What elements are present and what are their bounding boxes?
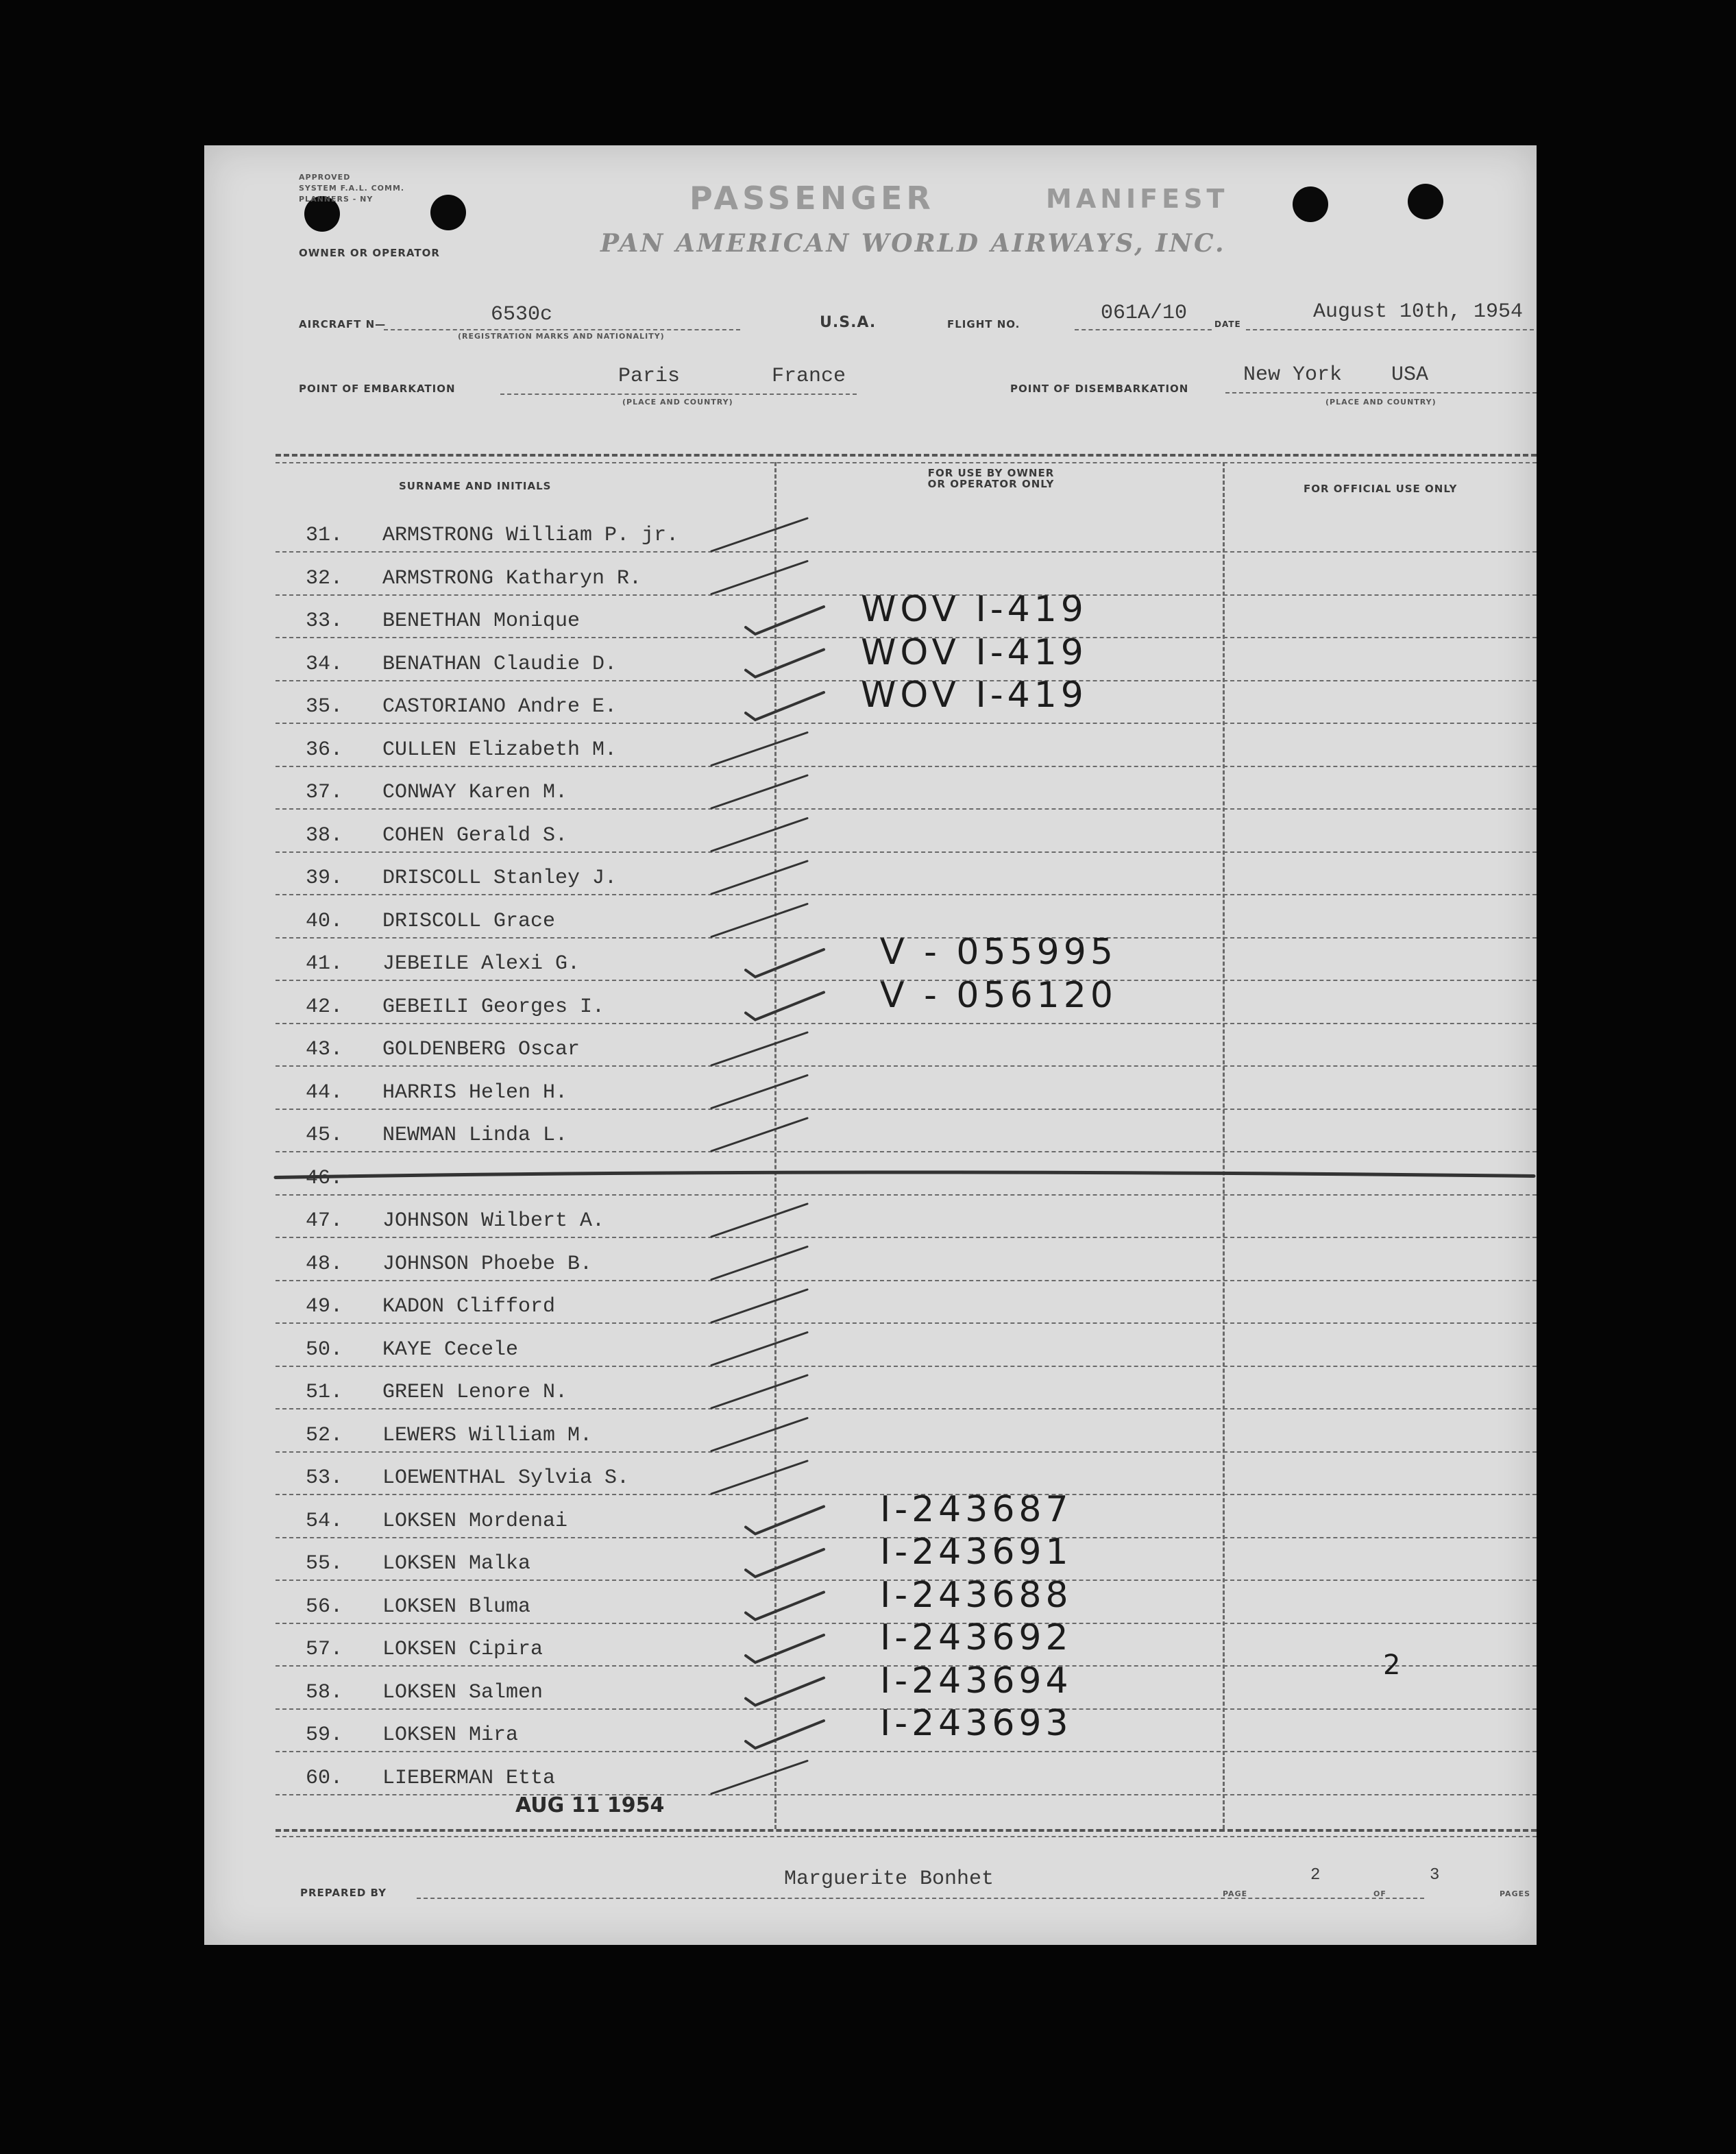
date-label: DATE <box>1214 319 1241 329</box>
passenger-name: GEBEILI Georges I. <box>382 995 605 1019</box>
aircraft-label: AIRCRAFT N— <box>299 318 387 330</box>
row-number: 58. <box>305 1680 343 1704</box>
flight-value: 061A/10 <box>1101 302 1188 325</box>
visa-note: I-243687 <box>880 1488 1073 1530</box>
check-mark <box>746 650 824 677</box>
official-use-header: FOR OFFICIAL USE ONLY <box>1304 483 1458 495</box>
row-number: 53. <box>305 1466 343 1490</box>
row-number: 35. <box>305 695 343 718</box>
manifest-page <box>204 145 1537 1945</box>
check-mark <box>746 1549 824 1577</box>
row-number: 54. <box>305 1509 343 1533</box>
row-number: 44. <box>305 1080 343 1104</box>
visa-note: I-243692 <box>880 1617 1073 1658</box>
strike-line <box>276 1172 1534 1178</box>
visa-note: WOV I-419 <box>861 675 1088 716</box>
slash-mark <box>711 904 807 937</box>
owner-label: OWNER OR OPERATOR <box>299 247 440 259</box>
disembark-caption: (PLACE AND COUNTRY) <box>1325 398 1437 407</box>
passenger-name: LOKSEN Bluma <box>382 1595 531 1619</box>
row-number: 56. <box>305 1595 343 1619</box>
approval-line: PLANNERS - NY <box>299 195 374 204</box>
title-manifest: MANIFEST <box>1046 184 1229 214</box>
row-number: 40. <box>305 909 343 933</box>
row-number: 31. <box>305 524 343 547</box>
row-number: 52. <box>305 1423 343 1447</box>
passenger-name: KADON Clifford <box>382 1295 556 1318</box>
passenger-name: LOEWENTHAL Sylvia S. <box>382 1466 630 1490</box>
pen-marks <box>204 145 1537 1945</box>
registration-caption: (REGISTRATION MARKS AND NATIONALITY) <box>458 332 665 341</box>
slash-mark <box>711 518 807 551</box>
surname-header: SURNAME AND INITIALS <box>399 480 552 492</box>
row-number: 47. <box>305 1209 343 1233</box>
slash-mark <box>711 1032 807 1065</box>
passenger-name: JOHNSON Wilbert A. <box>382 1209 605 1233</box>
check-mark <box>746 949 824 977</box>
row-number: 45. <box>305 1124 343 1147</box>
page-value: 2 <box>1310 1866 1321 1885</box>
passenger-name: ARMSTRONG William P. jr. <box>382 524 679 547</box>
visa-note: WOV I-419 <box>861 589 1088 630</box>
row-number: 32. <box>305 566 343 590</box>
row-number: 51. <box>305 1381 343 1404</box>
disembark-city: New York <box>1243 363 1343 387</box>
slash-mark <box>711 1461 807 1494</box>
passenger-name: BENETHAN Monique <box>382 609 580 633</box>
visa-note: I-243694 <box>880 1660 1073 1702</box>
slash-mark <box>711 1118 807 1151</box>
prepared-value: Marguerite Bonhet <box>784 1867 994 1891</box>
approval-line: APPROVED <box>299 173 351 182</box>
slash-mark <box>711 1247 807 1280</box>
title-passenger: PASSENGER <box>689 180 935 217</box>
official-mark: 2 <box>1383 1649 1405 1681</box>
airline-name: PAN AMERICAN WORLD AIRWAYS, INC. <box>600 229 1226 258</box>
passenger-name: BENATHAN Claudie D. <box>382 652 618 676</box>
place-caption: (PLACE AND COUNTRY) <box>622 398 733 407</box>
disembark-label: POINT OF DISEMBARKATION <box>1010 383 1189 395</box>
passenger-name: NEWMAN Linda L. <box>382 1124 568 1147</box>
passenger-name: LIEBERMAN Etta <box>382 1766 556 1790</box>
row-number: 34. <box>305 652 343 676</box>
check-mark <box>746 1721 824 1748</box>
passenger-name: LOKSEN Mordenai <box>382 1509 568 1533</box>
row-number: 55. <box>305 1552 343 1575</box>
visa-note: V - 056120 <box>880 974 1117 1016</box>
passenger-name: CULLEN Elizabeth M. <box>382 738 618 762</box>
of-label: OF <box>1373 1889 1386 1898</box>
visa-note: I-243688 <box>880 1574 1073 1616</box>
prepared-label: PREPARED BY <box>300 1887 387 1899</box>
row-number: 60. <box>305 1766 343 1790</box>
embark-city: Paris <box>618 365 681 388</box>
row-number: 36. <box>305 738 343 762</box>
passenger-name: DRISCOLL Stanley J. <box>382 867 618 890</box>
passenger-name: JOHNSON Phoebe B. <box>382 1252 593 1276</box>
slash-mark <box>711 733 807 766</box>
row-number: 37. <box>305 781 343 804</box>
date-value: August 10th, 1954 <box>1313 300 1524 324</box>
slash-mark <box>711 1204 807 1237</box>
passenger-name: ARMSTRONG Katharyn R. <box>382 566 642 590</box>
row-number: 41. <box>305 952 343 976</box>
row-number: 59. <box>305 1723 343 1747</box>
slash-mark <box>711 1761 807 1794</box>
row-number: 49. <box>305 1295 343 1318</box>
passenger-name: CASTORIANO Andre E. <box>382 695 618 718</box>
slash-mark <box>711 1333 807 1366</box>
visa-note: V - 055995 <box>880 932 1117 973</box>
slash-mark <box>711 819 807 851</box>
visa-note: I-243691 <box>880 1532 1073 1573</box>
passenger-name: KAYE Cecele <box>382 1338 519 1362</box>
slash-mark <box>711 1418 807 1451</box>
row-number: 33. <box>305 609 343 633</box>
country-label: U.S.A. <box>820 314 877 331</box>
visa-note: I-243693 <box>880 1703 1073 1744</box>
visa-note: WOV I-419 <box>861 631 1088 673</box>
slash-mark <box>711 775 807 808</box>
approval-line: SYSTEM F.A.L. COMM. <box>299 184 405 193</box>
row-number: 39. <box>305 867 343 890</box>
check-mark <box>746 607 824 634</box>
slash-mark <box>711 1076 807 1109</box>
row-number: 48. <box>305 1252 343 1276</box>
check-mark <box>746 993 824 1020</box>
passenger-name: DRISCOLL Grace <box>382 909 556 933</box>
passenger-name: GREEN Lenore N. <box>382 1381 568 1404</box>
slash-mark <box>711 1375 807 1408</box>
row-number: 38. <box>305 823 343 847</box>
slash-mark <box>711 1290 807 1322</box>
passenger-name: HARRIS Helen H. <box>382 1080 568 1104</box>
passenger-name: LOKSEN Mira <box>382 1723 519 1747</box>
check-mark <box>746 1678 824 1706</box>
row-number: 57. <box>305 1638 343 1661</box>
row-number: 50. <box>305 1338 343 1362</box>
slash-mark <box>711 561 807 594</box>
embark-country: France <box>772 365 846 388</box>
passenger-name: LOKSEN Salmen <box>382 1680 543 1704</box>
disembark-country: USA <box>1391 363 1429 387</box>
date-stamp: AUG 11 1954 <box>515 1793 665 1817</box>
slash-mark <box>711 861 807 894</box>
passenger-name: GOLDENBERG Oscar <box>382 1038 580 1061</box>
of-value: 3 <box>1430 1866 1440 1885</box>
passenger-name: LOKSEN Cipira <box>382 1638 543 1661</box>
page-label: PAGE <box>1223 1889 1248 1898</box>
aircraft-value: 6530c <box>491 303 553 326</box>
row-number: 42. <box>305 995 343 1019</box>
check-mark <box>746 1507 824 1534</box>
flight-label: FLIGHT NO. <box>947 318 1020 330</box>
row-number: 43. <box>305 1038 343 1061</box>
passenger-name: CONWAY Karen M. <box>382 781 568 804</box>
passenger-name: LOKSEN Malka <box>382 1552 531 1575</box>
check-mark <box>746 1635 824 1662</box>
passenger-name: COHEN Gerald S. <box>382 823 568 847</box>
owner-use-header: FOR USE BY OWNER OR OPERATOR ONLY <box>927 467 1055 490</box>
check-mark <box>746 1593 824 1620</box>
pages-label: PAGES <box>1500 1889 1531 1898</box>
passenger-name: LEWERS William M. <box>382 1423 593 1447</box>
row-number: 46. <box>305 1166 343 1190</box>
passenger-name: JEBEILE Alexi G. <box>382 952 580 976</box>
check-mark <box>746 692 824 720</box>
embark-label: POINT OF EMBARKATION <box>299 383 456 395</box>
